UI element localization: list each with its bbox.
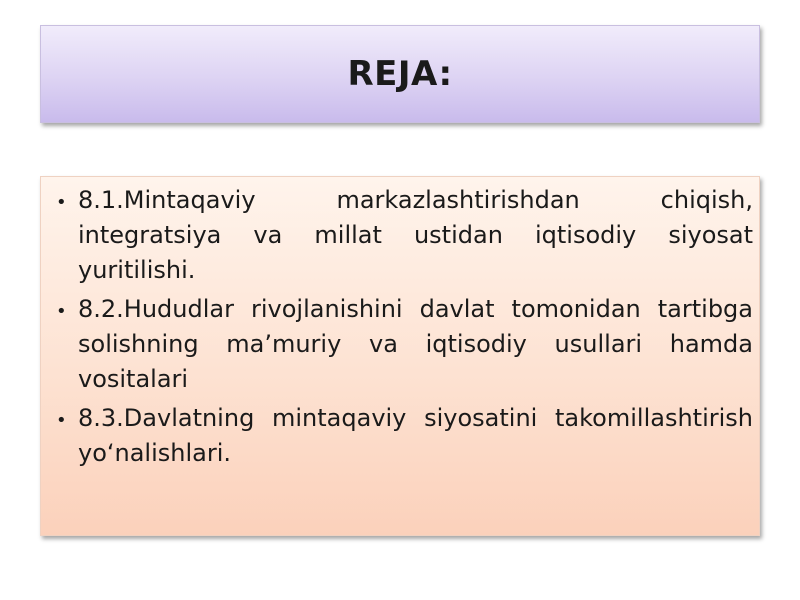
bullet-text: 8.3.Davlatning mintaqaviy siyosatini takomillashtirish yo‘nalishlari.: [78, 404, 753, 467]
bullet-item: [41, 183, 753, 288]
bullet-text: 8.1.Mintaqaviy markazlashtirishdan chiqish, integratsiya va millat ustidan iqtisodiy siyosat yuritilishi.: [78, 186, 753, 284]
content-box: [40, 176, 760, 536]
slide-title: REJA:: [347, 54, 453, 94]
bullet-list: [41, 183, 753, 475]
bullet-item: [41, 292, 753, 397]
bullet-icon: •: [56, 301, 67, 322]
bullet-item: [41, 401, 753, 471]
title-box: [40, 25, 760, 123]
bullet-text: 8.2.Hududlar rivojlanishini davlat tomonidan tartibga solishning ma’muriy va iqtisodiy usullari hamda vositalari: [78, 295, 753, 393]
bullet-icon: •: [56, 410, 67, 431]
bullet-icon: •: [56, 192, 67, 213]
